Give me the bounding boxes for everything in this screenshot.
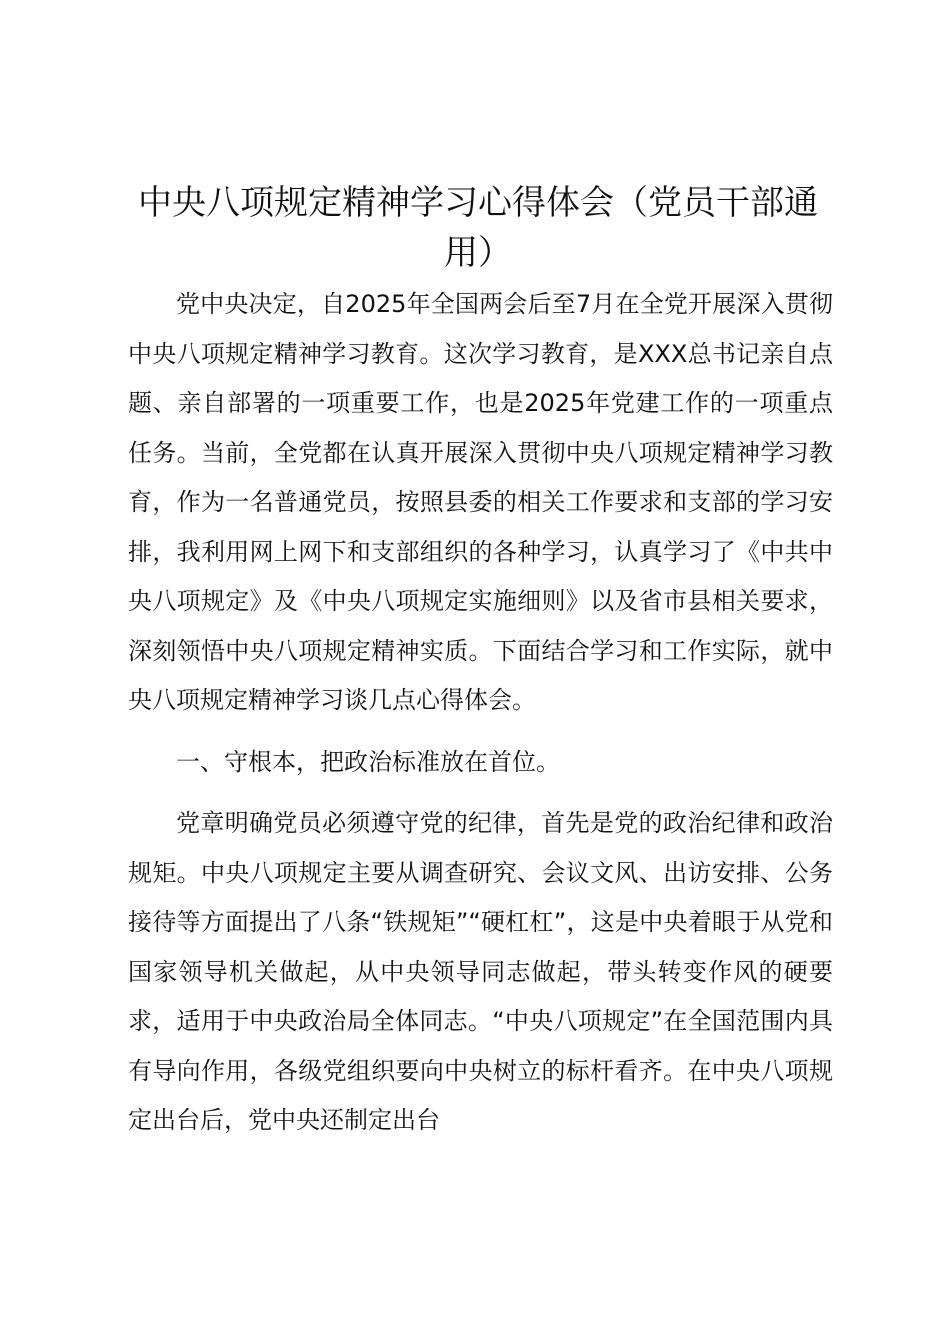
document-body — [128, 280, 833, 1158]
intro-paragraph: 党中央决定，自2025年全国两会后至7月在全党开展深入贯彻中央八项规定精神学习教育。这次学习教育，是XXX总书记亲自点题、亲自部署的一项重要工作，也是2025年党建工作的一项重点任务。当前，全党都在认真开展深入贯彻中央八项规定精神学习教育，作为一名普通党员，按照县委的相关工作要求和支部的学习安排，我利用网上网下和支部组织的各种学习，认真学习了《中共中央八项规定》及《中央八项规定实施细则》以及省市县相关要求，深刻领悟中央八项规定精神实质。下面结合学习和工作实际，就中央八项规定精神学习谈几点心得体会。 — [128, 290, 833, 714]
section-paragraph: 党章明确党员必须遵守党的纪律，首先是党的政治纪律和政治规矩。中央八项规定主要从调查研究、会议文风、出访安排、公务接待等方面提出了八条“铁规矩”“硬杠杠”，这是中央着眼于从党和国家领导机关做起，从中央领导同志做起，带头转变作风的硬要求，适用于中央政治局全体同志。“中央八项规定”在全国范围内具有导向作用，各级党组织要向中央树立的标杆看齐。在中央八项规定出台后，党中央还制定出台 — [128, 809, 833, 1134]
document-title: 中央八项规定精神学习心得体会（党员干部通用） — [138, 183, 818, 273]
section-heading: 一、守根本，把政治标准放在首位。 — [176, 747, 560, 776]
